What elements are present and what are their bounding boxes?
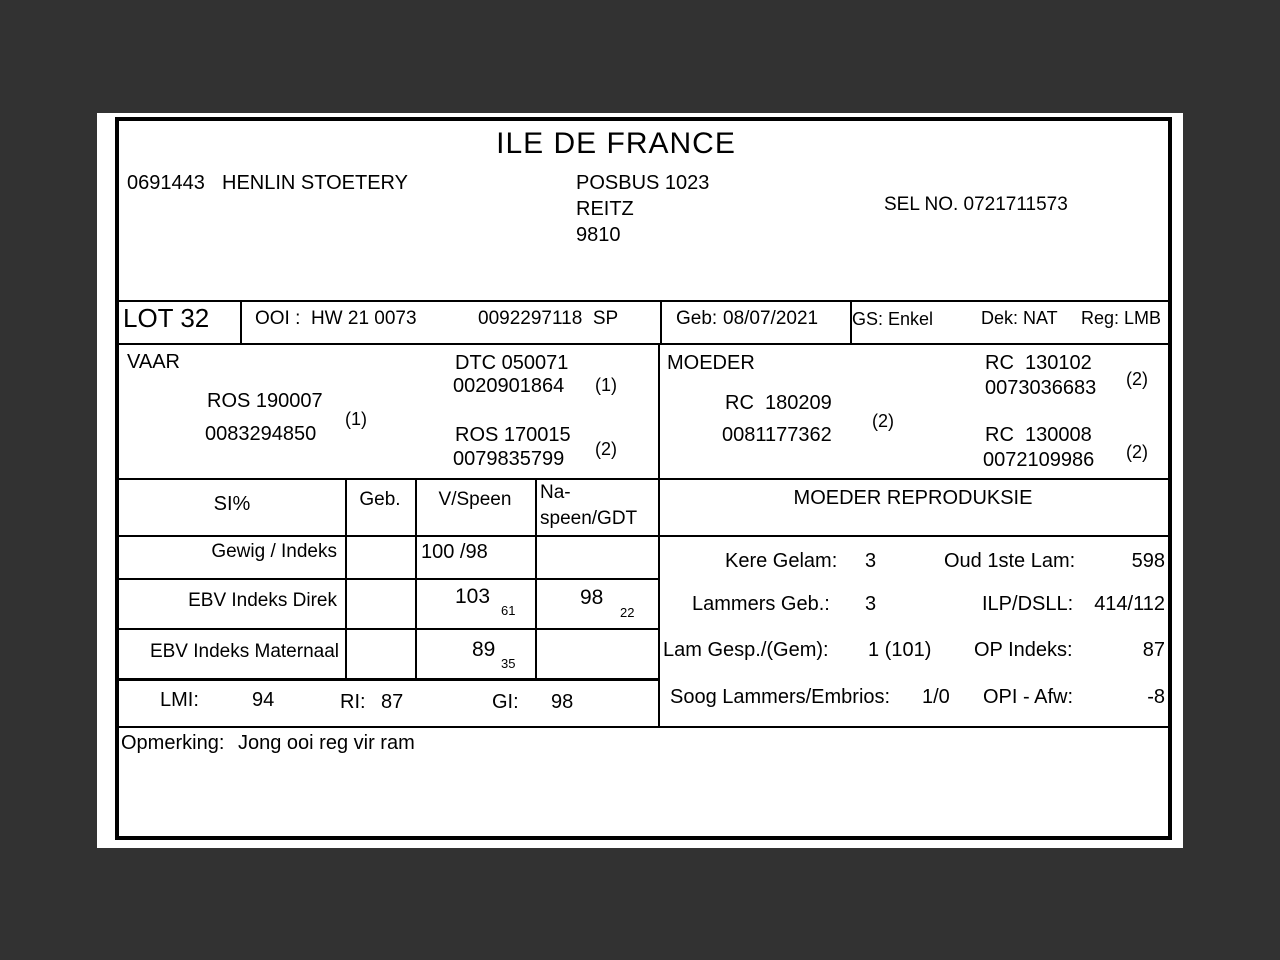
sire-reg: 0083294850	[205, 423, 317, 445]
divider	[119, 726, 1168, 728]
address-line-2: REITZ	[576, 198, 634, 220]
opmerking-text: Jong ooi reg vir ram	[238, 732, 415, 754]
oud-1ste-lam-label: Oud 1ste Lam:	[944, 550, 1076, 572]
breed-title: ILE DE FRANCE	[496, 127, 736, 160]
ri-label: RI:	[340, 691, 366, 713]
address-line-1: POSBUS 1023	[576, 172, 710, 194]
granddam2-gen-note: (2)	[1126, 442, 1148, 462]
dam-gen-note: (2)	[872, 411, 894, 431]
gi-label: GI:	[492, 691, 519, 713]
lam-gesp-value: 1 (101)	[868, 639, 932, 661]
moeder-heading: MOEDER	[667, 352, 755, 374]
cell-gewig-vspeen: 100 /98	[421, 541, 488, 563]
lmi-value: 94	[252, 689, 275, 711]
catalog-card	[115, 117, 1172, 840]
col-header-naspeen: Na-speen/GDT	[540, 482, 638, 529]
grandsire1-id: DTC 050071	[455, 352, 569, 374]
breeder-number: 0691443	[127, 172, 205, 194]
row-label-maternaal: EBV Indeks Maternaal	[149, 641, 339, 662]
dam-reg: 0081177362	[722, 424, 832, 446]
geb-label: Geb:	[676, 308, 718, 329]
divider	[119, 300, 1168, 302]
op-indeks-value: 87	[1142, 639, 1165, 661]
col-header-si: SI%	[213, 493, 251, 515]
kere-gelam-label: Kere Gelam:	[725, 550, 838, 572]
divider	[658, 343, 660, 478]
divider	[119, 678, 659, 681]
lot-number: LOT 32	[123, 303, 210, 333]
gs-value: GS: Enkel	[852, 309, 934, 329]
grandsire1-gen-note: (1)	[595, 375, 617, 395]
grandsire2-gen-note: (2)	[595, 439, 617, 459]
opi-afw-value: -8	[1147, 686, 1165, 708]
granddam1-gen-note: (2)	[1126, 369, 1148, 389]
reg-value: Reg: LMB	[1081, 308, 1162, 328]
sire-gen-note: (1)	[345, 409, 367, 429]
address-line-3: 9810	[576, 224, 621, 246]
ilp-dsll-label: ILP/DSLL:	[982, 593, 1074, 615]
divider	[240, 300, 242, 343]
sel-number: SEL NO. 0721711573	[884, 194, 1068, 215]
geb-date: 08/07/2021	[723, 308, 819, 329]
lammers-geb-value: 3	[865, 593, 877, 615]
row-label-direk: EBV Indeks Direk	[188, 590, 337, 611]
granddam1-reg: 0073036683	[985, 377, 1097, 399]
opi-afw-label: OPI - Afw:	[983, 686, 1074, 708]
op-indeks-label: OP Indeks:	[974, 639, 1073, 661]
ri-value: 87	[381, 691, 404, 713]
vaar-heading: VAAR	[127, 351, 180, 373]
gi-value: 98	[551, 691, 574, 713]
divider	[119, 628, 658, 630]
divider	[119, 578, 658, 580]
row-label-gewig: Gewig / Indeks	[211, 541, 337, 562]
reproduksie-title: MOEDER REPRODUKSIE	[793, 487, 1033, 509]
cell-direk-naspeen: 98	[580, 586, 604, 609]
cell-direk-vspeen-accuracy: 61	[501, 603, 516, 618]
breeder-name: HENLIN STOETERY	[222, 172, 408, 194]
divider	[119, 343, 1168, 345]
grandsire2-id: ROS 170015	[455, 424, 571, 446]
grandsire2-reg: 0079835799	[453, 448, 565, 470]
dek-value: Dek: NAT	[981, 308, 1058, 328]
grandsire1-reg: 0020901864	[453, 375, 565, 397]
cell-maternaal-vspeen: 89	[472, 638, 496, 661]
dam-id: RC 180209	[725, 392, 832, 414]
scanned-page	[97, 113, 1183, 848]
animal-id: OOI : HW 21 0073	[255, 308, 417, 329]
granddam2-id: RC 130008	[985, 424, 1092, 446]
opmerking-label: Opmerking:	[121, 732, 225, 754]
kere-gelam-value: 3	[865, 550, 877, 572]
col-header-vspeen: V/Speen	[438, 489, 512, 510]
granddam1-id: RC 130102	[985, 352, 1092, 374]
divider	[660, 300, 662, 343]
divider	[119, 535, 1168, 537]
cell-direk-naspeen-accuracy: 22	[620, 605, 635, 620]
granddam2-reg: 0072109986	[983, 449, 1095, 471]
oud-1ste-lam-value: 598	[1131, 550, 1165, 572]
animal-reg: 0092297118 SP	[478, 308, 619, 329]
cell-direk-vspeen: 103	[455, 585, 491, 608]
sire-id: ROS 190007	[207, 390, 323, 412]
lam-gesp-label: Lam Gesp./(Gem):	[663, 639, 829, 661]
soog-lammers-label: Soog Lammers/Embrios:	[670, 686, 891, 708]
lmi-label: LMI:	[160, 689, 199, 711]
lammers-geb-label: Lammers Geb.:	[692, 593, 830, 615]
col-header-geb: Geb.	[359, 489, 401, 510]
ilp-dsll-value: 414/112	[1094, 593, 1165, 615]
cell-maternaal-vspeen-accuracy: 35	[501, 656, 516, 671]
divider	[850, 300, 852, 343]
soog-lammers-value: 1/0	[922, 686, 950, 708]
